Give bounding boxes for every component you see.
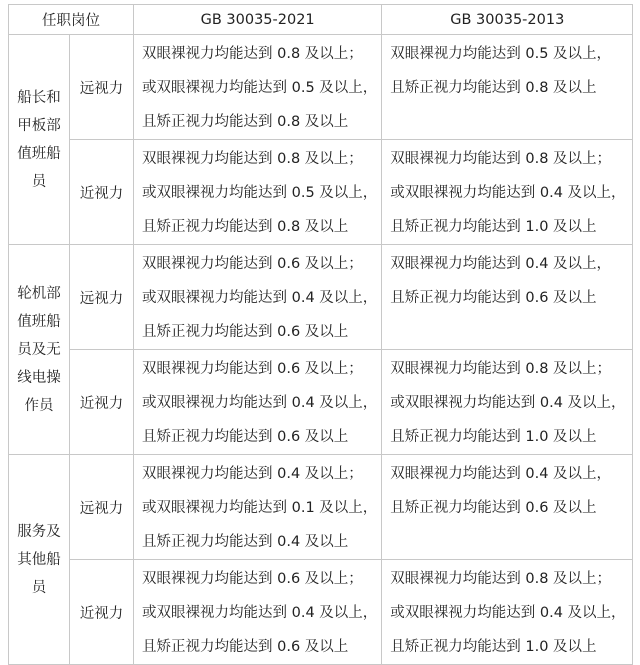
criteria-2013: [382, 140, 633, 245]
table-row: [9, 35, 633, 140]
criteria-line: 双眼裸视力均能达到 0.6 及以上；: [142, 571, 363, 587]
vision-type-near: 近视力: [70, 560, 134, 665]
post-cell-engine: [9, 245, 70, 455]
table-row: [9, 560, 633, 665]
vision-standards-table: [8, 4, 633, 665]
post-line: 其他船: [17, 551, 61, 568]
table-row: [9, 350, 633, 455]
criteria-line: 双眼裸视力均能达到 0.8 及以上；: [390, 571, 612, 587]
table-row: [9, 245, 633, 350]
vision-type-near: 近视力: [70, 140, 134, 245]
criteria-line: 且矫正视力均能达到 0.6 及以上: [390, 290, 597, 306]
criteria-line: 双眼裸视力均能达到 0.4 及以上，: [390, 466, 612, 482]
criteria-line: 或双眼裸视力均能达到 0.4 及以上，: [390, 395, 626, 411]
criteria-2021: [134, 140, 382, 245]
post-line: 服务及: [17, 523, 61, 540]
criteria-2021: [134, 350, 382, 455]
criteria-line: 且矫正视力均能达到 1.0 及以上: [390, 639, 597, 655]
vision-type-far: 远视力: [70, 455, 134, 560]
criteria-2013: [382, 35, 633, 140]
criteria-2021: [134, 35, 382, 140]
criteria-line: 或双眼裸视力均能达到 0.4 及以上，: [142, 290, 378, 306]
post-line: 甲板部: [17, 117, 61, 134]
post-line: 轮机部: [17, 285, 61, 302]
criteria-line: 且矫正视力均能达到 0.8 及以上: [142, 219, 349, 235]
vision-type-far: 远视力: [70, 245, 134, 350]
post-cell-deck: [9, 35, 70, 245]
criteria-line: 双眼裸视力均能达到 0.4 及以上，: [390, 256, 612, 272]
post-cell-service: [9, 455, 70, 665]
criteria-line: 双眼裸视力均能达到 0.5 及以上，: [390, 46, 612, 62]
header-post: 任职岗位: [9, 5, 134, 35]
criteria-line: 或双眼裸视力均能达到 0.5 及以上，: [142, 80, 378, 96]
criteria-line: 且矫正视力均能达到 1.0 及以上: [390, 219, 597, 235]
criteria-line: 且矫正视力均能达到 1.0 及以上: [390, 429, 597, 445]
criteria-2021: [134, 455, 382, 560]
criteria-line: 双眼裸视力均能达到 0.8 及以上；: [142, 46, 363, 62]
vision-type-far: 远视力: [70, 35, 134, 140]
criteria-line: 且矫正视力均能达到 0.4 及以上: [142, 534, 349, 550]
criteria-line: 且矫正视力均能达到 0.6 及以上: [142, 429, 349, 445]
table-row: [9, 455, 633, 560]
criteria-2021: [134, 560, 382, 665]
header-std-2013: GB 30035-2013: [382, 5, 633, 35]
post-line: 线电操: [17, 369, 61, 386]
table-row: [9, 140, 633, 245]
criteria-line: 双眼裸视力均能达到 0.6 及以上；: [142, 256, 363, 272]
criteria-line: 或双眼裸视力均能达到 0.4 及以上，: [390, 605, 626, 621]
criteria-line: 或双眼裸视力均能达到 0.4 及以上，: [142, 395, 378, 411]
criteria-2013: [382, 245, 633, 350]
criteria-line: 或双眼裸视力均能达到 0.4 及以上，: [390, 185, 626, 201]
header-std-2021: GB 30035-2021: [134, 5, 382, 35]
criteria-line: 或双眼裸视力均能达到 0.1 及以上，: [142, 500, 378, 516]
criteria-line: 或双眼裸视力均能达到 0.5 及以上，: [142, 185, 378, 201]
criteria-line: 双眼裸视力均能达到 0.6 及以上；: [142, 361, 363, 377]
criteria-line: 且矫正视力均能达到 0.6 及以上: [142, 639, 349, 655]
post-line: 船长和: [17, 89, 61, 106]
criteria-line: 且矫正视力均能达到 0.6 及以上: [390, 500, 597, 516]
criteria-line: 双眼裸视力均能达到 0.8 及以上；: [142, 151, 363, 167]
criteria-2013: [382, 560, 633, 665]
criteria-line: 双眼裸视力均能达到 0.8 及以上；: [390, 361, 612, 377]
criteria-line: 或双眼裸视力均能达到 0.4 及以上，: [142, 605, 378, 621]
vision-standards-table-wrapper: [8, 4, 633, 665]
post-line: 作员: [24, 397, 54, 414]
post-line: 值班船: [17, 145, 61, 162]
criteria-line: 双眼裸视力均能达到 0.8 及以上；: [390, 151, 612, 167]
criteria-line: 且矫正视力均能达到 0.8 及以上: [390, 80, 597, 96]
post-line: 值班船: [17, 313, 61, 330]
criteria-line: 且矫正视力均能达到 0.6 及以上: [142, 324, 349, 340]
criteria-line: 双眼裸视力均能达到 0.4 及以上；: [142, 466, 363, 482]
criteria-2013: [382, 350, 633, 455]
post-line: 员及无: [17, 341, 61, 358]
criteria-2013: [382, 455, 633, 560]
criteria-2021: [134, 245, 382, 350]
criteria-line: 且矫正视力均能达到 0.8 及以上: [142, 114, 349, 130]
table-header-row: [9, 5, 633, 35]
post-line: 员: [31, 173, 47, 190]
post-line: 员: [31, 579, 47, 596]
vision-type-near: 近视力: [70, 350, 134, 455]
